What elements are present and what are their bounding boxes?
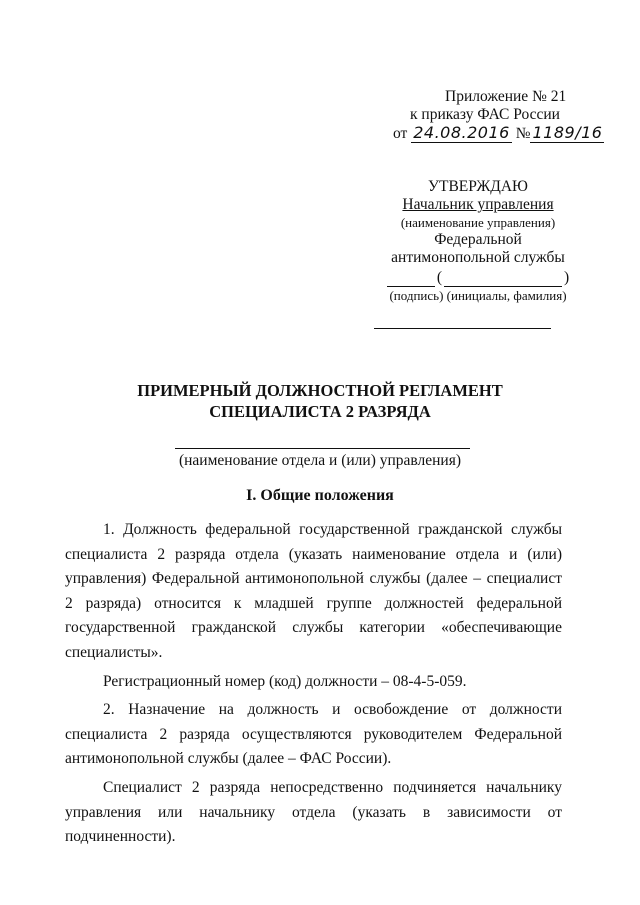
title-line-2: СПЕЦИАЛИСТА 2 РАЗРЯДА [209, 402, 431, 421]
paragraph: 1. Должность федеральной государственной гражданской службы специалиста 2 разряда отдела (указать наименование отдела и (или) управления) Федеральной антимонопольной службы (далее – специалист 2 разряда) относится к младшей группе должностей федеральной государственной гражданской службы категории «обеспечивающие специалисты». [65, 521, 562, 661]
appendix-number: Приложение № 21 [445, 88, 567, 105]
section-heading: I. Общие положения [246, 487, 394, 504]
handwritten-date: 24.08.2016 [413, 123, 510, 142]
service-line-2: антимонопольной службы [391, 249, 565, 266]
number-prefix: № [515, 125, 531, 142]
appendix-block [393, 88, 623, 143]
signature-line [378, 267, 578, 287]
approve-word: УТВЕРЖДАЮ [428, 178, 528, 195]
sig-paren-close: ) [564, 269, 570, 286]
from-prefix: от [393, 125, 408, 142]
document-title [0, 380, 640, 422]
order-reference: к приказу ФАС России [410, 106, 560, 123]
name-blank [444, 272, 562, 287]
sig-paren-open: ( [436, 269, 442, 286]
title-line-1: ПРИМЕРНЫЙ ДОЛЖНОСТНОЙ РЕГЛАМЕНТ [137, 381, 503, 400]
head-caption: (наименование управления) [400, 215, 556, 230]
head-title: Начальник управления [402, 196, 554, 213]
paragraph: Специалист 2 разряда непосредственно подчиняется начальнику управления или начальнику отдела (указать в зависимости от подчиненности). [65, 778, 562, 846]
department-blank-line [175, 448, 470, 449]
approval-block [378, 178, 578, 304]
paragraph: 2. Назначение на должность и освобождение от должности специалиста 2 разряда осуществляются руководителем Федеральной антимонопольной службы (далее – ФАС России). [65, 701, 562, 768]
service-line-1: Федеральной [434, 231, 522, 248]
signature-caption: (подпись) (инициалы, фамилия) [389, 288, 567, 303]
signature-blank [387, 272, 435, 287]
order-date-number-line [393, 124, 623, 143]
handwritten-number: 1189/16 [532, 123, 603, 142]
paragraph: Регистрационный номер (код) должности – 08-4-5-059. [103, 672, 467, 690]
date-blank-line [374, 328, 551, 329]
department-caption: (наименование отдела и (или) управления) [178, 452, 462, 469]
document-body [65, 518, 562, 854]
